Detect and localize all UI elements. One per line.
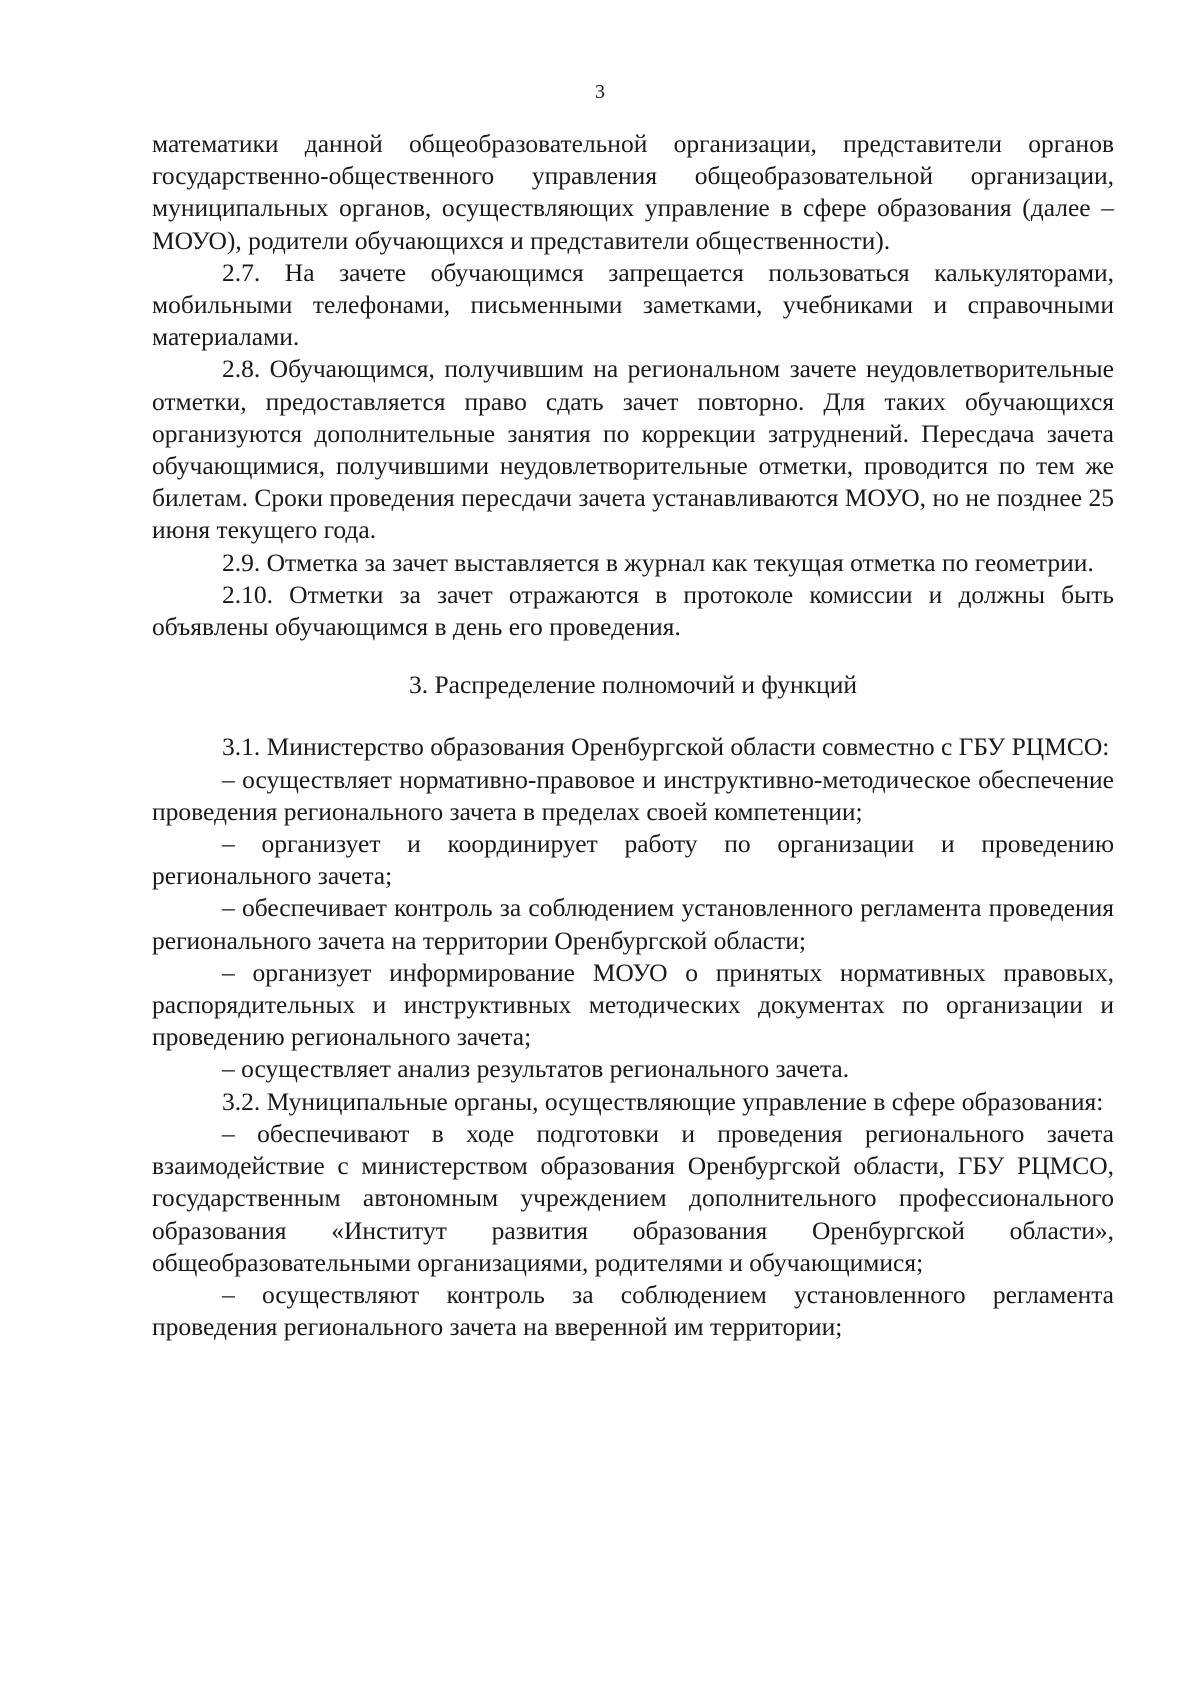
paragraph-2-6-continuation: математики данной общеобразовательной организации, представители органов государственно-общественного управления общеобразовательной организации, муниципальных органов, осуществляющих управление в сфере образования (далее – МОУО), родители обучающихся и представители общественности). (152, 129, 1114, 255)
page-number: 3 (595, 81, 605, 103)
list-item-3-1-e: – осуществляет анализ результатов регионального зачета. (222, 1054, 850, 1084)
paragraph-3-1: 3.1. Министерство образования Оренбургской области совместно с ГБУ РЦМСО: (222, 732, 1110, 762)
list-item-3-1-c: – обеспечивает контроль за соблюдением установленного регламента проведения регионального зачета на территории Оренбургской области; (152, 893, 1114, 955)
list-item-3-2-b: – осуществляют контроль за соблюдением установленного регламента проведения регионального зачета на вверенной им территории; (152, 1279, 1114, 1342)
paragraph-2-10: 2.10. Отметки за зачет отражаются в протоколе комиссии и должны быть объявлены обучающимся в день его проведения. (152, 579, 1114, 642)
list-item-3-1-a: – осуществляет нормативно-правовое и инструктивно-методическое обеспечение проведения регионального зачета в пределах своей компетенции; (152, 764, 1114, 826)
list-item-3-1-b: – организует и координирует работу по организации и проведению регионального зачета; (152, 829, 1114, 891)
document-body (152, 128, 1114, 1343)
list-item-3-1-d: – организует информирование МОУО о принятых нормативных правовых, распорядительных и инструктивных методических документах по организации и проведению регионального зачета; (152, 957, 1114, 1052)
paragraph-2-9: 2.9. Отметка за зачет выставляется в журнал как текущая отметка по геометрии. (222, 547, 1094, 577)
section-heading: 3. Распределение полномочий и функций (408, 670, 858, 700)
paragraph-2-8: 2.8. Обучающимся, получившим на региональном зачете неудовлетворительные отметки, предоставляется право сдать зачет повторно. Для таких обучающихся организуются дополнительные занятия по коррекции затруднений. Пересдача зачета обучающимися, получившими неудовлетворительные отметки, проводится по тем же билетам. Сроки проведения пересдачи зачета устанавливаются МОУО, но не позднее 25 июня текущего года. (152, 354, 1114, 545)
paragraph-3-2: 3.2. Муниципальные органы, осуществляющие управление в сфере образования: (222, 1086, 1104, 1116)
paragraph-2-7: 2.7. На зачете обучающимся запрещается пользоваться калькуляторами, мобильными телефонами, письменными заметками, учебниками и справочными материалами. (152, 257, 1114, 352)
list-item-3-2-a: – обеспечивают в ходе подготовки и проведения регионального зачета взаимодействие с министерством образования Оренбургской области, ГБУ РЦМСО, государственным автономным учреждением дополнительного профессионального образования «Институт развития образования Оренбургской области», общеобразовательными организациями, родителями и обучающимися; (152, 1118, 1114, 1277)
